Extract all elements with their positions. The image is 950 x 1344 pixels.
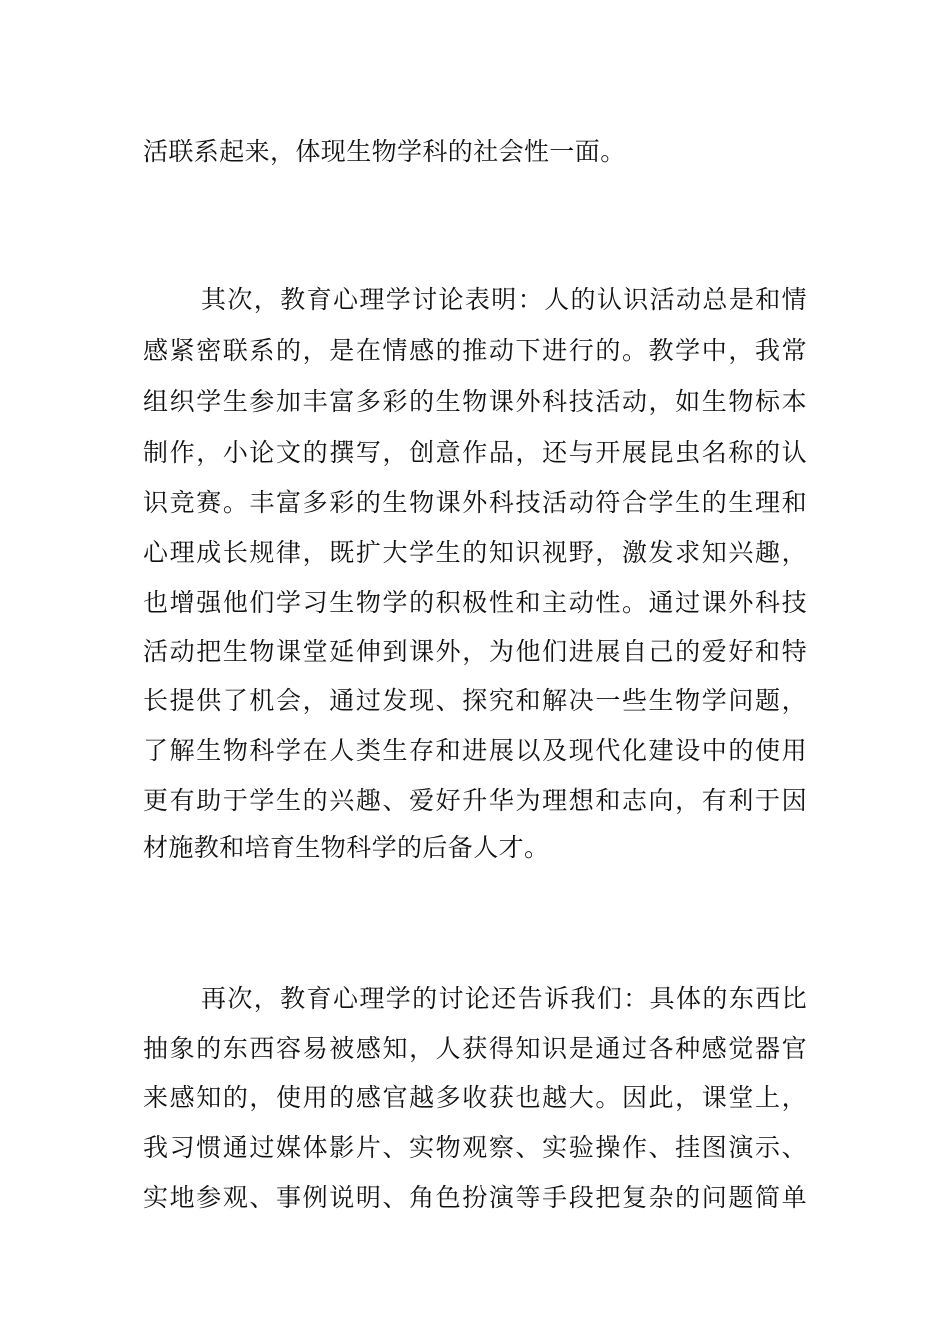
paragraph-2-line-9: 长提供了机会，通过发现、探究和解决一些生物学问题，	[143, 686, 807, 715]
paragraph-2-line-5: 识竞赛。丰富多彩的生物课外科技活动符合学生的生理和	[143, 488, 807, 517]
paragraph-3-line-1: 再次，教育心理学的讨论还告诉我们：具体的东西比	[201, 984, 807, 1013]
paragraph-3-line-5: 实地参观、事例说明、角色扮演等手段把复杂的问题简单	[143, 1183, 807, 1212]
paragraph-2-line-8: 活动把生物课堂延伸到课外，为他们进展自己的爱好和特	[143, 637, 807, 666]
paragraph-2-line-3: 组织学生参加丰富多彩的生物课外科技活动，如生物标本	[143, 387, 807, 416]
paragraph-2-line-7: 也增强他们学习生物学的积极性和主动性。通过课外科技	[143, 588, 807, 617]
paragraph-2-line-4: 制作，小论文的撰写，创意作品，还与开展昆虫名称的认	[143, 438, 807, 467]
paragraph-2-line-6: 心理成长规律，既扩大学生的知识视野，激发求知兴趣，	[143, 538, 807, 567]
paragraph-1-line-1: 活联系起来，体现生物学科的社会性一面。	[143, 137, 626, 166]
paragraph-2-line-12: 材施教和培育生物科学的后备人才。	[143, 833, 550, 862]
paragraph-2-line-11: 更有助于学生的兴趣、爱好升华为理想和志向，有利于因	[143, 786, 807, 815]
paragraph-3-line-4: 我习惯通过媒体影片、实物观察、实验操作、挂图演示、	[143, 1133, 807, 1162]
paragraph-2-line-1: 其次，教育心理学讨论表明：人的认识活动总是和情	[201, 285, 807, 314]
paragraph-2-line-10: 了解生物科学在人类生存和进展以及现代化建设中的使用	[143, 736, 807, 765]
paragraph-3-line-2: 抽象的东西容易被感知，人获得知识是通过各种感觉器官	[143, 1034, 807, 1063]
paragraph-2-line-2: 感紧密联系的，是在情感的推动下进行的。教学中，我常	[143, 336, 807, 365]
paragraph-3-line-3: 来感知的，使用的感官越多收获也越大。因此，课堂上，	[143, 1083, 807, 1112]
